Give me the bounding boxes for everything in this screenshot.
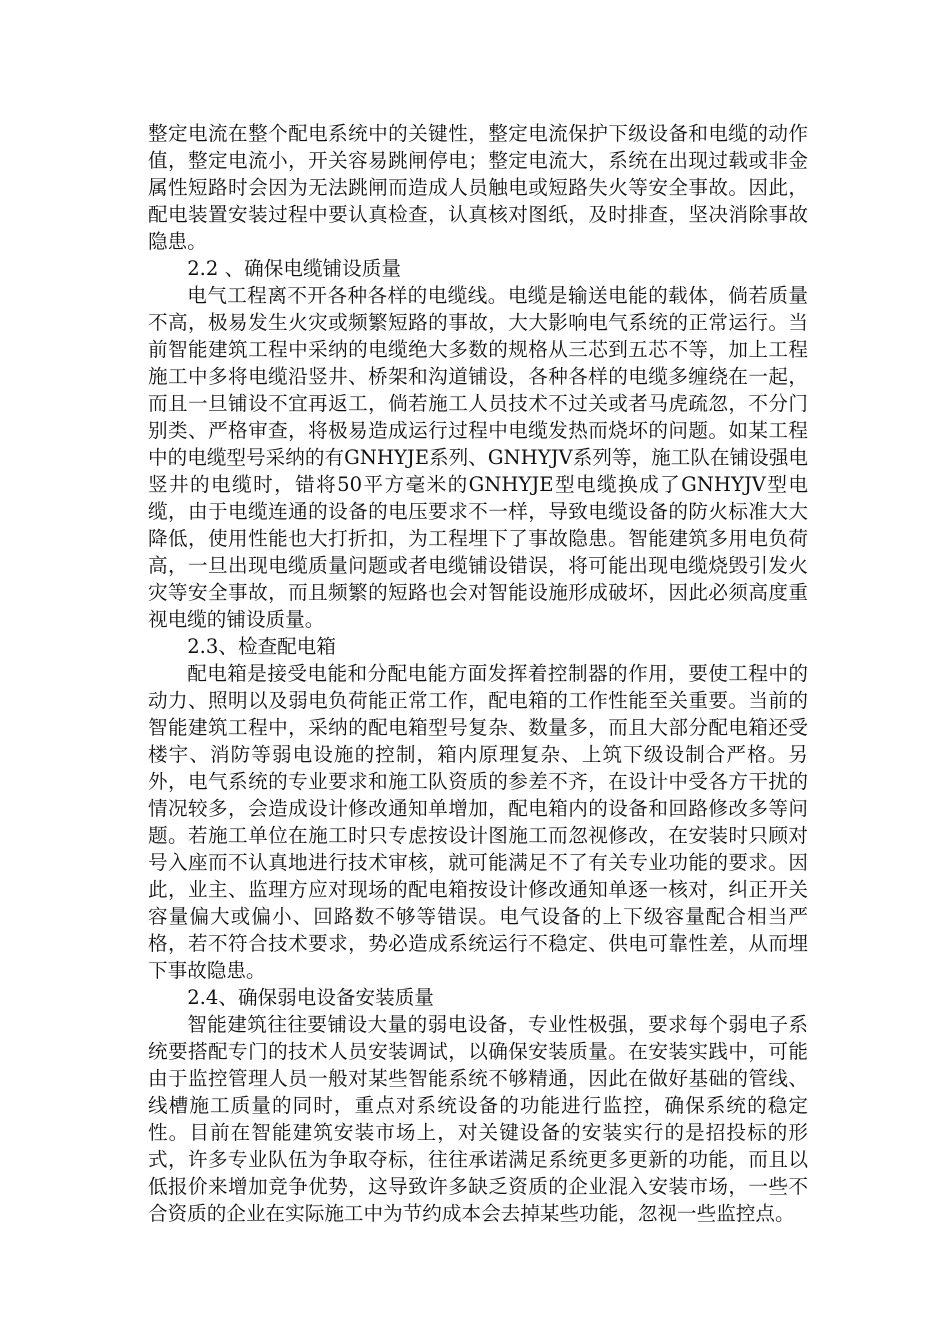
section-heading-2-4: 2.4、确保弱电设备安装质量 <box>187 986 434 1009</box>
paragraph-weak-current: 智能建筑往往要铺设大量的弱电设备，专业性极强，要求每个弱电子系统要搭配专门的技术人员安装调试，以确保安装质量。在安装实践中，可能由于监控管理人员一般对某些智能系统不够精通，因此在做好基础的管线、线槽施工质量的同时，重点对系统设备的功能进行监控，确保系统的稳定性。目前在智能建筑安装市场上，对关键设备的安装实行的是招投标的形式，许多专业队伍为争取夺标，往往承诺满足系统更多更新的功能，而且以低报价来增加竞争优势，这导致许多缺乏资质的企业混入安装市场，一些不合资质的企业在实际施工中为节约成本会去掉某些功能，忽视一些监控点。 <box>148 1013 808 1225</box>
section-heading-2-2: 2.2 、确保电缆铺设质量 <box>187 257 401 280</box>
paragraph-cable-quality: 电气工程离不开各种各样的电缆线。电缆是输送电能的载体，倘若质量不高，极易发生火灾或频繁短路的事故，大大影响电气系统的正常运行。当前智能建筑工程中采纳的电缆绝大多数的规格从三芯到五芯不等，加上工程施工中多将电缆沿竖井、桥架和沟道铺设，各种各样的电缆多缠绕在一起，而且一旦铺设不宜再返工，倘若施工人员技术不过关或者马虎疏忽，不分门别类、严格审查，将极易造成运行过程中电缆发热而烧坏的问题。如某工程中的电缆型号采纳的有GNHYJE系列、GNHYJV系列等，施工队在铺设强电竖井的电缆时，错将50平方毫米的GNHYJE型电缆换成了GNHYJV型电缆，由于电缆连通的设备的电压要求不一样，导致电缆设备的防火标准大大降低，使用性能也大打折扣，为工程埋下了事故隐患。智能建筑多用电负荷高，一旦出现电缆质量问题或者电缆铺设错误，将可能出现电缆烧毁引发火灾等安全事故，而且频繁的短路也会对智能设施形成破坏，因此必须高度重视电缆的铺设质量。 <box>148 284 808 631</box>
paragraph-distribution-box: 配电箱是接受电能和分配电能方面发挥着控制器的作用，要使工程中的动力、照明以及弱电负荷能正常工作，配电箱的工作性能至关重要。当前的智能建筑工程中，采纳的配电箱型号复杂、数量多，而且大部分配电箱还受楼宇、消防等弱电设施的控制，箱内原理复杂、上筑下级设制合严格。另外，电气系统的专业要求和施工队资质的参差不齐，在设计中受各方干扰的情况较多，会造成设计修改通知单增加，配电箱内的设备和回路修改多等问题。若施工单位在施工时只专虑按设计图施工而忽视修改，在安装时只顾对号入座而不认真地进行技术审核，就可能满足不了有关专业功能的要求。因此，业主、监理方应对现场的配电箱按设计修改通知单逐一核对，纠正开关容量偏大或偏小、回路数不够等错误。电气设备的上下级容量配合相当严格，若不符合技术要求，势必造成系统运行不稳定、供电可靠性差，从而埋下事故隐患。 <box>148 662 808 982</box>
document-page <box>148 120 808 1227</box>
paragraph-continuation: 整定电流在整个配电系统中的关键性，整定电流保护下级设备和电缆的动作值，整定电流小，开关容易跳闸停电；整定电流大，系统在出现过载或非金属性短路时会因为无法跳闸而造成人员触电或短路失火等安全事故。因此，配电装置安装过程中要认真检查，认真核对图纸，及时排查，坚决消除事故隐患。 <box>148 122 808 253</box>
section-heading-2-3: 2.3、检查配电箱 <box>187 635 336 658</box>
